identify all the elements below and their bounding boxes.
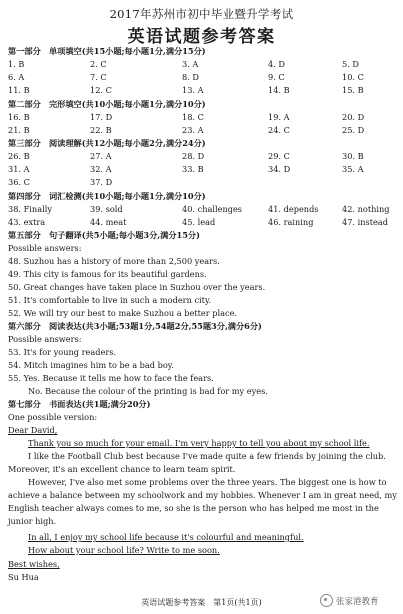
answer-item: 10. C: [342, 72, 364, 82]
section-heading-part7: 第七部分 书面表达(共1题;满分20分): [8, 399, 151, 409]
one-version-label: One possible version:: [8, 412, 98, 422]
answer-item: 38. Finally: [8, 204, 52, 214]
letter-paragraph-2-cont: Moreover, it's an excellent chance to learn team spirit.: [8, 464, 236, 474]
letter-paragraph-4: In all, I enjoy my school life because it's colourful and meaningful.: [28, 532, 304, 542]
answer-item: 37. D: [90, 177, 113, 187]
answer-item: 5. D: [342, 59, 359, 69]
watermark: [320, 594, 379, 607]
possible-answers-label: Possible answers:: [8, 243, 82, 253]
translation-answer: 50. Great changes have taken place in Suzhou over the years.: [8, 282, 266, 292]
answer-item: 1. B: [8, 59, 25, 69]
reading-answer: 54. Mitch imagines him to be a bad boy.: [8, 360, 174, 370]
section-heading-part2: 第二部分 完形填空(共10小题;每小题1分,满分10分): [8, 99, 206, 109]
answer-item: 9. C: [268, 72, 285, 82]
answer-item: 15. B: [342, 85, 364, 95]
answer-item: 16. B: [8, 112, 30, 122]
letter-paragraph-3: However, I've also met some problems over the three years. The biggest one is how to: [28, 477, 387, 487]
translation-answer: 52. We will try our best to make Suzhou a better place.: [8, 308, 238, 318]
answer-item: 30. B: [342, 151, 364, 161]
answer-item: 41. depends: [268, 204, 319, 214]
answer-item: 13. A: [182, 85, 204, 95]
answer-item: 35. A: [342, 164, 364, 174]
letter-paragraph-3-cont: English teacher always comes to me, so she is the person who has helped me most in the: [8, 503, 379, 513]
translation-answer: 49. This city is famous for its beautiful gardens.: [8, 269, 207, 279]
answer-item: 18. C: [182, 112, 204, 122]
answer-item: 36. C: [8, 177, 30, 187]
answer-item: 8. D: [182, 72, 199, 82]
answer-item: 46. raining: [268, 217, 314, 227]
answer-item: 27. A: [90, 151, 112, 161]
possible-answers-label: Possible answers:: [8, 334, 82, 344]
answer-item: 14. B: [268, 85, 290, 95]
exam-title: 2017年苏州市初中毕业暨升学考试: [109, 7, 294, 21]
answer-item: 2. C: [90, 59, 107, 69]
answer-item: 24. C: [268, 125, 290, 135]
answer-item: 7. C: [90, 72, 107, 82]
answer-item: 43. extra: [8, 217, 46, 227]
answer-item: 32. A: [90, 164, 112, 174]
letter-paragraph-1: Thank you so much for your email. I'm very happy to tell you about my school life.: [28, 438, 370, 448]
answer-item: 31. A: [8, 164, 30, 174]
letter-paragraph-3-cont: achieve a balance between my schoolwork and my hobbies. Whenever I am in great need, my: [8, 490, 397, 500]
reading-answer: 53. It's for young readers.: [8, 347, 117, 357]
reading-answer: No. Because the colour of the printing is bad for my eyes.: [28, 386, 268, 396]
section-heading-part5: 第五部分 句子翻译(共5小题;每小题3分,满分15分): [8, 230, 200, 240]
answer-item: 33. B: [182, 164, 204, 174]
answer-item: 34. D: [268, 164, 291, 174]
answer-item: 39. sold: [90, 204, 123, 214]
answer-item: 19. A: [268, 112, 290, 122]
answer-item: 26. B: [8, 151, 30, 161]
letter-paragraph-3-cont: junior high.: [8, 516, 57, 526]
answer-item: 6. A: [8, 72, 25, 82]
answer-item: 12. C: [90, 85, 112, 95]
page-footer: 英语试题参考答案 第1页(共1页): [141, 598, 262, 607]
answer-item: 28. D: [182, 151, 205, 161]
letter-closing: Best wishes,: [8, 559, 60, 569]
letter-paragraph-2: I like the Football Club best because I've made quite a few friends by joining the club.: [28, 451, 386, 461]
answer-item: 45. lead: [182, 217, 216, 227]
translation-answer: 48. Suzhou has a history of more than 2,500 years.: [8, 256, 220, 266]
answer-item: 44. meat: [90, 217, 127, 227]
answer-item: 22. B: [90, 125, 112, 135]
letter-greeting: Dear David,: [8, 425, 58, 435]
section-heading-part3: 第三部分 阅读理解(共12小题;每小题2分,满分24分): [8, 138, 206, 148]
section-heading-part4: 第四部分 词汇检测(共10小题;每小题1分,满分10分): [8, 191, 206, 201]
answer-item: 42. nothing: [342, 204, 390, 214]
answer-item: 21. B: [8, 125, 30, 135]
section-heading-part6: 第六部分 阅读表达(共3小题;53题1分,54题2分,55题3分,满分6分): [8, 321, 262, 331]
answer-item: 3. A: [182, 59, 199, 69]
answer-item: 17. D: [90, 112, 113, 122]
answer-item: 40. challenges: [182, 204, 243, 214]
answer-item: 29. C: [268, 151, 290, 161]
answer-item: 25. D: [342, 125, 365, 135]
answer-item: 23. A: [182, 125, 204, 135]
section-heading-part1: 第一部分 单项填空(共15小题;每小题1分,满分15分): [8, 46, 206, 56]
watermark-text: 张家港教育: [336, 596, 379, 607]
wechat-icon: [320, 594, 333, 607]
letter-signature: Su Hua: [8, 572, 39, 582]
answer-item: 4. D: [268, 59, 285, 69]
letter-paragraph-5: How about your school life? Write to me soon.: [28, 545, 220, 555]
answer-item: 11. B: [8, 85, 30, 95]
answer-item: 47. instead: [342, 217, 388, 227]
answer-item: 20. D: [342, 112, 365, 122]
translation-answer: 51. It's comfortable to live in such a modern city.: [8, 295, 212, 305]
reading-answer: 55. Yes. Because it tells me how to face the fears.: [8, 373, 214, 383]
document-title: 英语试题参考答案: [127, 27, 276, 47]
